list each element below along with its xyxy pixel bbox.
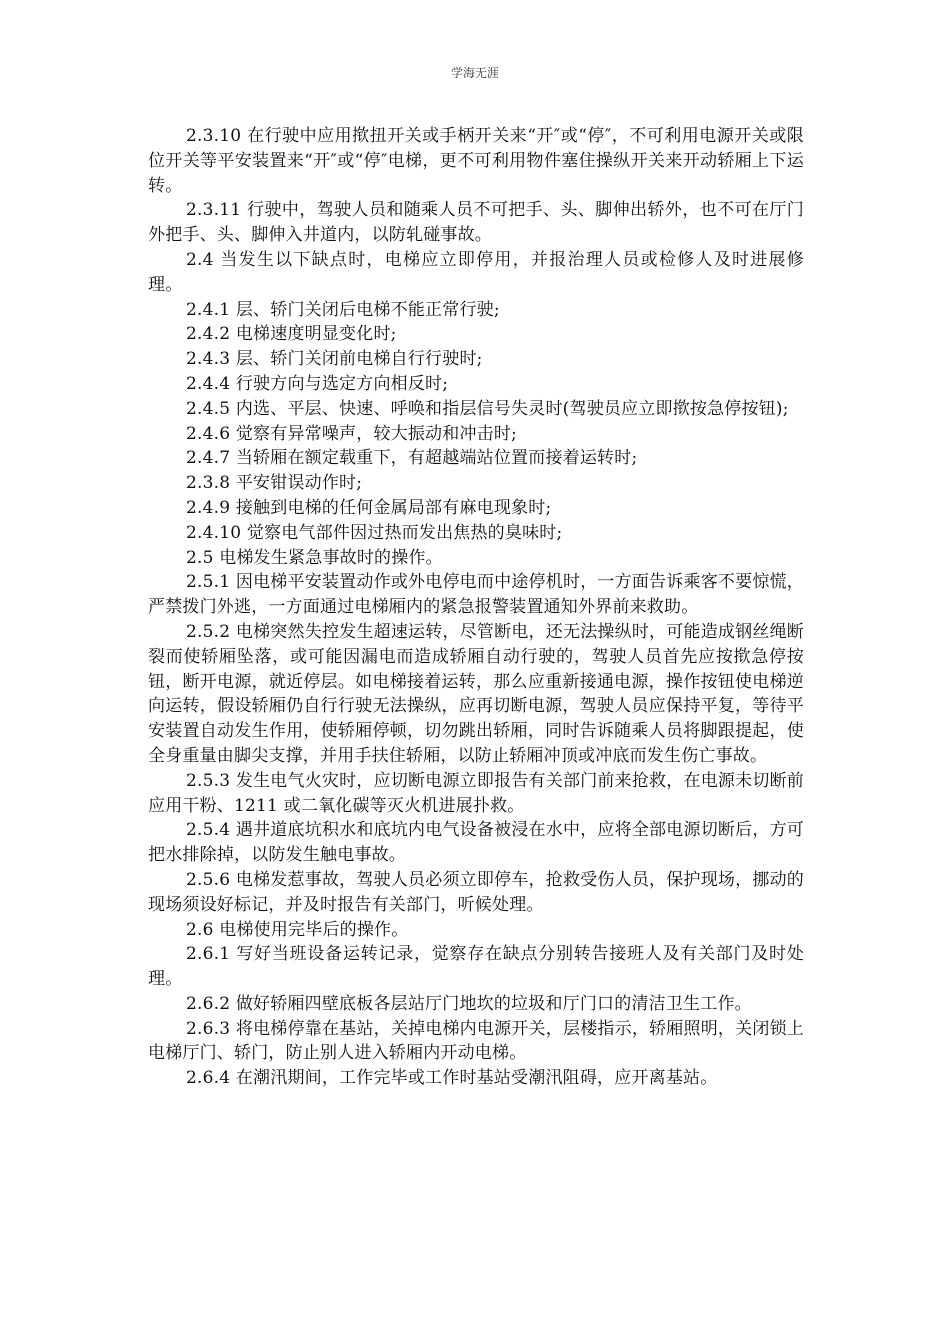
- paragraph-2-4-3: 2.4.3 层、轿门关闭前电梯自行行驶时;: [186, 349, 483, 370]
- paragraph-2-6-4: 2.6.4 在潮汛期间，工作完毕或工作时基站受潮汛阻碍，应开离基站。: [186, 1068, 718, 1089]
- paragraph-2-4-1: 2.4.1 层、轿门关闭后电梯不能正常行驶;: [186, 299, 500, 320]
- document-body: [148, 124, 804, 1091]
- page-header: 学海无涯: [450, 66, 499, 80]
- paragraph-2-4: 2.4 当发生以下缺点时，电梯应立即停用，并报治理人员或检修人及时进展修理。: [148, 249, 804, 295]
- paragraph-2-4-10: 2.4.10 觉察电气部件因过热而发出焦热的臭味时;: [186, 522, 563, 543]
- paragraph-2-5-1: 2.5.1 因电梯平安装置动作或外电停电而中途停机时，一方面告诉乘客不要惊慌，严禁拨门外逃，一方面通过电梯厢内的紧急报警装置通知外界前来救助。: [148, 572, 804, 618]
- paragraph-2-4-7: 2.4.7 当轿厢在额定载重下，有超越端站位置而接着运转时;: [186, 448, 638, 469]
- paragraph-2-5-6: 2.5.6 电梯发惹事故，驾驶人员必须立即停车，抢救受伤人员，保护现场，挪动的现场须设好标记，并及时报告有关部门，听候处理。: [148, 869, 804, 915]
- paragraph-2-6-1: 2.6.1 写好当班设备运转记录，觉察存在缺点分别转告接班人及有关部门及时处理。: [148, 944, 804, 990]
- paragraph-2-5-4: 2.5.4 遇井道底坑积水和底坑内电气设备被浸在水中，应将全部电源切断后，方可把水排除掉，以防发生触电事故。: [148, 820, 804, 866]
- paragraph-2-4-6: 2.4.6 觉察有异常噪声，较大振动和冲击时;: [186, 423, 517, 444]
- paragraph-2-3-10: 2.3.10 在行驶中应用揿扭开关或手柄开关来“开″或“停″，不可利用电源开关或限位开关等平安装置来“开″或“停″电梯，更不可利用物件塞住操纵开关来开动轿厢上下运转。: [148, 126, 804, 196]
- paragraph-2-4-9: 2.4.9 接触到电梯的任何金属局部有麻电现象时;: [186, 497, 552, 518]
- paragraph-2-6-2: 2.6.2 做好轿厢四壁底板各层站厅门地坎的垃圾和厅门口的清洁卫生工作。: [186, 993, 752, 1014]
- paragraph-2-6-3: 2.6.3 将电梯停靠在基站，关掉电梯内电源开关，层楼指示，轿厢照明，关闭锁上电梯厅门、轿门，防止别人进入轿厢内开动电梯。: [148, 1018, 804, 1064]
- paragraph-2-5-2: 2.5.2 电梯突然失控发生超速运转，尽管断电，还无法操纵时，可能造成钢丝绳断裂而使轿厢坠落，或可能因漏电而造成轿厢自动行驶的，驾驶人员首先应按揿急停按钮，断开电源，就近停层。如电梯接着运转，那么应重新接通电源，操作按钮使电梯逆向运转，假设轿厢仍自行行驶无法操纵，应再切断电源，驾驶人员应保持平复，等待平安装置自动发生作用，使轿厢停顿，切勿跳出轿厢，同时告诉随乘人员将脚跟提起，使全身重量由脚尖支撑，并用手扶住轿厢，以防止轿厢冲顶或冲底而发生伤亡事故。: [148, 621, 804, 766]
- paragraph-2-3-8: 2.3.8 平安钳误动作时;: [186, 473, 363, 494]
- paragraph-2-4-5: 2.4.5 内选、平层、快速、呼唤和指层信号失灵时(驾驶员应立即揿按急停按钮);: [186, 398, 789, 419]
- paragraph-2-6: 2.6 电梯使用完毕后的操作。: [186, 919, 409, 940]
- paragraph-2-4-2: 2.4.2 电梯速度明显变化时;: [186, 324, 397, 345]
- paragraph-2-5-3: 2.5.3 发生电气火灾时，应切断电源立即报告有关部门前来抢救，在电源未切断前应用干粉、1211 或二氧化碳等灭火机进展扑救。: [148, 770, 804, 816]
- paragraph-2-4-4: 2.4.4 行驶方向与选定方向相反时;: [186, 373, 449, 394]
- paragraph-2-3-11: 2.3.11 行驶中，驾驶人员和随乘人员不可把手、头、脚伸出轿外，也不可在厅门外把手、头、脚伸入井道内，以防轧碰事故。: [148, 200, 804, 246]
- paragraph-2-5: 2.5 电梯发生紧急事故时的操作。: [186, 547, 443, 568]
